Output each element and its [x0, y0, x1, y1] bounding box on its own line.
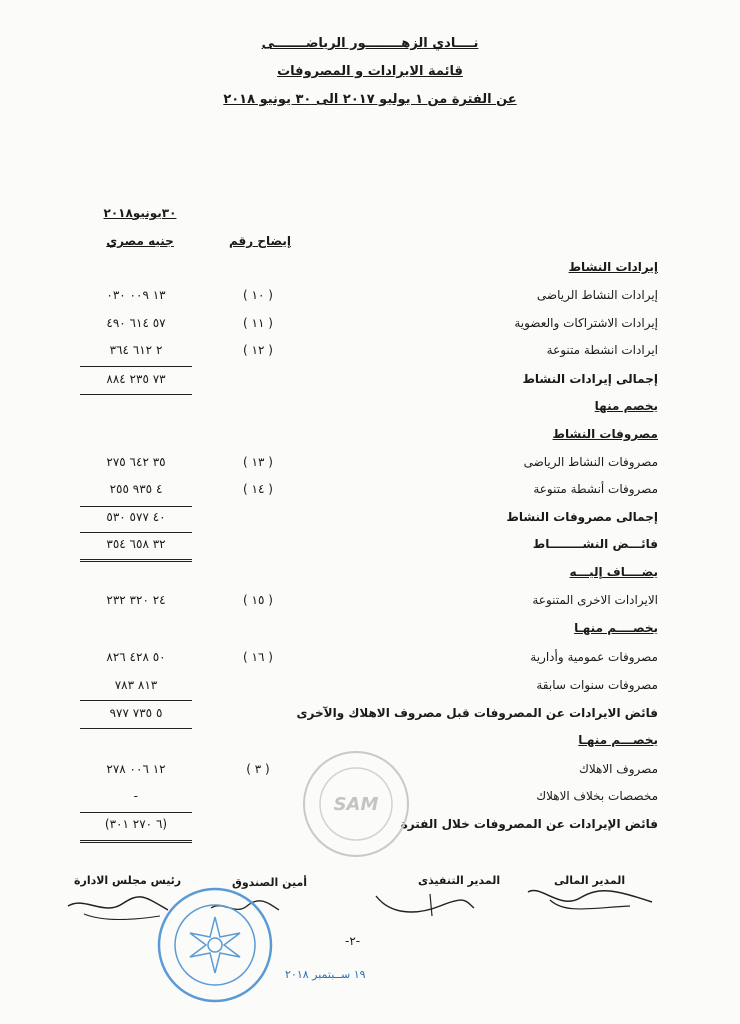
total-double-rule — [80, 840, 192, 843]
row-amount: ٧٣ ٢٣٥ ٨٨٤ — [106, 372, 166, 386]
total-double-rule — [80, 559, 192, 562]
club-name: نــــادي الزهــــــــور الرياضـــــــى — [261, 36, 479, 51]
subtotal-rule — [80, 506, 192, 507]
signature-board-chairman: رئيس مجلس الادارة — [74, 874, 182, 887]
row-amount: ١٢ ٠٠٦ ٢٧٨ — [106, 762, 166, 776]
note-heading: إيضاح رقم — [229, 234, 291, 248]
signature-treasurer: أمين الصندوق — [232, 876, 308, 889]
row-amount: ١٣ ٠٠٩ ٠٣٠ — [106, 288, 166, 302]
row-note: ( ١٣ ) — [243, 455, 273, 469]
row-label: يخصــــم منهـا — [574, 621, 658, 635]
row-label: مصروفات النشاط — [552, 427, 658, 441]
row-label: فائض الايرادات عن المصروفات قبل مصروف الاهلاك والآخرى — [296, 706, 658, 720]
row-sports-expenses — [0, 455, 740, 475]
row-amount: ٣٥ ٦٤٢ ٢٧٥ — [106, 455, 166, 469]
financial-manager-signature — [520, 880, 660, 920]
row-activity-revenue-heading — [0, 260, 740, 280]
executive-director-signature — [370, 886, 480, 922]
row-amount: ٨١٣ ٧٨٣ — [114, 678, 158, 692]
stamp-date: ١٩ ســبتمبر ٢٠١٨ — [285, 968, 366, 981]
subtotal-rule — [80, 728, 192, 729]
row-amount: - — [133, 789, 139, 803]
row-label: مصروفات سنوات سابقة — [536, 678, 658, 692]
row-label: فائـــض النشــــــــاط — [532, 537, 658, 551]
row-note: ( ١٥ ) — [243, 593, 273, 607]
row-amount: ٢٤ ٣٢٠ ٢٣٢ — [106, 593, 166, 607]
row-note: ( ٣ ) — [246, 762, 270, 776]
row-amount: ٢ ٦١٢ ٣٦٤ — [109, 343, 163, 357]
club-stamp — [150, 885, 280, 1005]
row-label: إيرادات النشاط — [568, 260, 658, 274]
row-add-heading — [0, 565, 740, 585]
row-label: مصروفات عمومية وأدارية — [530, 650, 658, 664]
row-surplus-before-depreciation — [0, 706, 740, 726]
row-activity-expenses-heading — [0, 427, 740, 447]
row-label: إيرادات النشاط الرياضى — [536, 288, 658, 302]
row-label: مصروفات النشاط الرياضى — [523, 455, 658, 469]
subtotal-rule — [80, 700, 192, 701]
row-activity-surplus — [0, 537, 740, 557]
row-amount: ٣٢ ٦٥٨ ٣٥٤ — [106, 537, 166, 551]
row-total-activity-revenue — [0, 372, 740, 392]
row-label: مصروف الاهلاك — [578, 762, 658, 776]
statement-period: عن الفترة من ١ يوليو ٢٠١٧ الى ٣٠ يونيو ٢٠١٨ — [223, 92, 517, 107]
row-membership-revenue — [0, 316, 740, 336]
subtotal-rule — [80, 532, 192, 533]
row-label: فائض الإيرادات عن المصروفات خلال الفترة — [400, 817, 658, 831]
row-label: إجمالى مصروفات النشاط — [506, 510, 658, 524]
auditor-stamp — [300, 748, 412, 860]
row-note: ( ١١ ) — [243, 316, 273, 330]
row-label: يخصم منها — [594, 399, 658, 413]
row-amount: ٥ ٧٣٥ ٩٧٧ — [109, 706, 163, 720]
date-heading: ٣٠يونيو٢٠١٨ — [103, 206, 177, 220]
statement-title: قائمة الايرادات و المصروفات — [277, 64, 463, 79]
row-label: الايرادات الاخرى المتنوعة — [532, 593, 658, 607]
subtotal-rule — [80, 394, 192, 395]
row-prior-years-expenses — [0, 678, 740, 698]
signature-financial-manager: المدير المالى — [554, 874, 626, 887]
row-label: يخصـــم منهـا — [578, 733, 658, 747]
subtotal-rule — [80, 812, 192, 813]
row-misc-activities-revenue — [0, 343, 740, 363]
row-general-admin-expenses — [0, 650, 740, 670]
page-number: -٢- — [345, 934, 361, 948]
row-label: مخصصات بخلاف الاهلاك — [536, 789, 658, 803]
currency-heading: جنيه مصري — [106, 234, 174, 248]
row-note: ( ١٢ ) — [243, 343, 273, 357]
row-label: يضــــاف إليـــه — [569, 565, 658, 579]
row-note: ( ١٠ ) — [243, 288, 273, 302]
row-note: ( ١٤ ) — [243, 482, 273, 496]
stamp-logo-text: SAM — [333, 794, 379, 815]
row-amount: ٤٠ ٥٧٧ ٥٣٠ — [106, 510, 166, 524]
row-misc-activities-expenses — [0, 482, 740, 502]
signature-executive-director: المدير التنفيذى — [418, 874, 501, 887]
row-other-revenue — [0, 593, 740, 613]
row-label: إيرادات الاشتراكات والعضوية — [514, 316, 658, 330]
row-deduct-heading-2 — [0, 621, 740, 641]
row-deduct-heading — [0, 399, 740, 419]
row-label: مصروفات أنشطة متنوعة — [533, 482, 658, 496]
row-note: ( ١٦ ) — [243, 650, 273, 664]
row-amount: ٤ ٩٣٥ ٢٥٥ — [109, 482, 163, 496]
row-label: إجمالى إيرادات النشاط — [522, 372, 658, 386]
row-sports-revenue — [0, 288, 740, 308]
row-amount: ٥٠ ٤٢٨ ٨٢٦ — [106, 650, 166, 664]
row-label: ايرادات انشطة متنوعة — [546, 343, 658, 357]
row-amount: ٥٧ ٦١٤ ٤٩٠ — [106, 316, 166, 330]
row-amount: (٦ ٢٧٠ ٣٠١) — [104, 817, 168, 831]
subtotal-rule — [80, 366, 192, 367]
row-total-activity-expenses — [0, 510, 740, 530]
